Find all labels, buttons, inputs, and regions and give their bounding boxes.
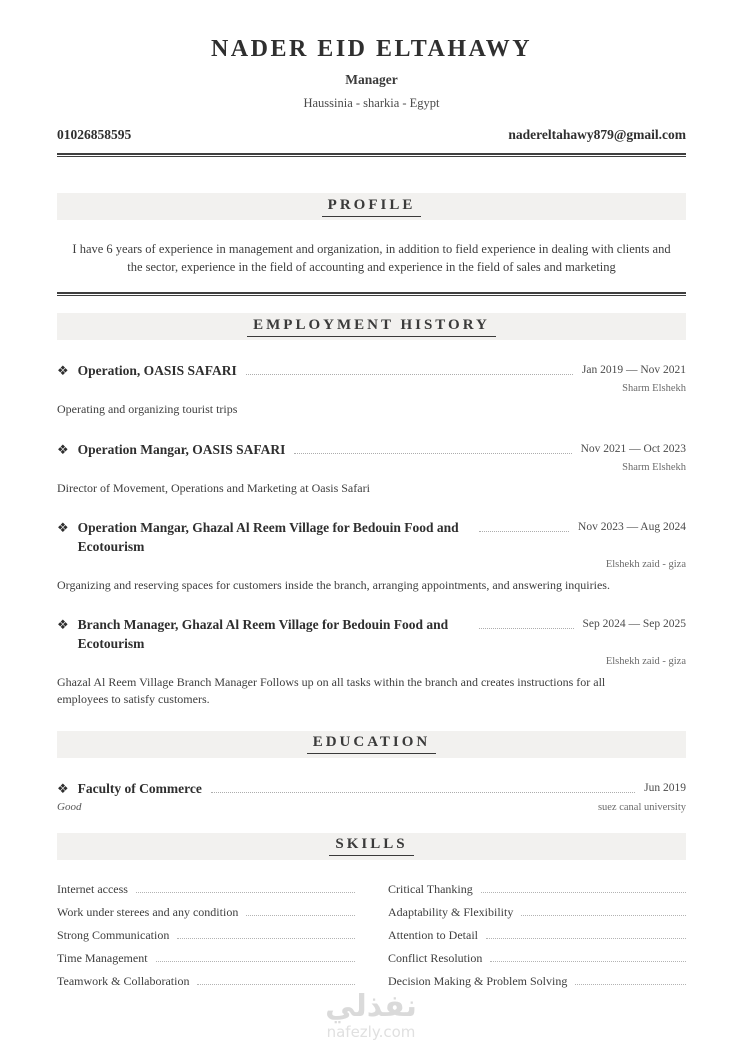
education-section <box>57 731 686 813</box>
education-subrow <box>57 801 686 813</box>
job-title-row <box>57 616 686 652</box>
dotted-leader <box>177 928 355 939</box>
profile-section <box>57 193 686 296</box>
phone-number: 01026858595 <box>57 127 132 142</box>
dotted-leader <box>246 362 573 375</box>
skill-label: Teamwork & Collaboration <box>57 973 190 988</box>
job-description: Ghazal Al Reem Village Branch Manager Follows up on all tasks within the branch and creates instructions for all employees to satisfy customers. <box>57 674 606 707</box>
diamond-bullet-icon: ❖ <box>57 520 69 536</box>
job-entry <box>57 441 686 498</box>
skill-label: Critical Thanking <box>388 881 473 896</box>
diamond-bullet-icon: ❖ <box>57 441 69 457</box>
profile-text: I have 6 years of experience in management and organization, in addition to field experience in dealing with clients and the sector, experience in the field of accounting and experience in the field of sales and marketing <box>72 242 671 275</box>
dotted-leader <box>479 519 569 532</box>
skill-item <box>57 882 355 905</box>
nafezly-domain: nafezly.com <box>326 1023 416 1041</box>
education-grade: Good <box>57 800 82 813</box>
dotted-leader <box>481 882 686 893</box>
header-divider <box>57 153 686 157</box>
address: Haussinia - sharkia - Egypt <box>303 96 440 110</box>
contact-row <box>57 127 686 143</box>
dotted-leader <box>479 616 574 629</box>
education-entry <box>57 780 686 813</box>
employment-section <box>57 313 686 708</box>
job-date-range: Nov 2023 — Aug 2024 <box>578 521 686 534</box>
skill-label: Work under sterees and any condition <box>57 904 239 919</box>
skills-section <box>57 833 686 997</box>
skill-item <box>388 951 686 974</box>
diamond-bullet-icon: ❖ <box>57 617 69 633</box>
skill-label: Internet access <box>57 881 128 896</box>
skill-item <box>388 928 686 951</box>
dotted-leader <box>575 974 686 985</box>
employment-heading-band <box>57 313 686 340</box>
job-date-range: Sep 2024 — Sep 2025 <box>582 618 686 631</box>
job-description: Operating and organizing tourist trips <box>57 402 238 417</box>
diamond-bullet-icon: ❖ <box>57 780 69 796</box>
profile-heading: PROFILE <box>322 197 422 217</box>
education-heading: EDUCATION <box>307 734 437 754</box>
skill-item <box>388 882 686 905</box>
employment-heading: EMPLOYMENT HISTORY <box>247 317 496 337</box>
education-title-row <box>57 780 686 798</box>
dotted-leader <box>136 882 355 893</box>
job-date-range: Jan 2019 — Nov 2021 <box>581 364 686 377</box>
job-title-row <box>57 362 686 380</box>
skill-label: Decision Making & Problem Solving <box>388 973 568 988</box>
skill-label: Time Management <box>57 950 148 965</box>
skill-label: Adaptability & Flexibility <box>388 904 514 919</box>
dotted-leader <box>211 780 635 793</box>
dotted-leader <box>486 928 686 939</box>
skills-heading: SKILLS <box>329 836 413 856</box>
dotted-leader <box>156 951 355 962</box>
skills-heading-band <box>57 833 686 860</box>
job-entry-title: Operation, OASIS SAFARI <box>77 363 237 379</box>
education-entry-title: Faculty of Commerce <box>77 780 202 796</box>
dotted-leader <box>490 951 686 962</box>
profile-heading-band <box>57 193 686 220</box>
dotted-leader <box>521 905 686 916</box>
job-entry <box>57 519 686 594</box>
education-date: Jun 2019 <box>644 781 686 794</box>
job-title-row <box>57 441 686 459</box>
job-date-range: Nov 2021 — Oct 2023 <box>580 442 686 455</box>
skill-item <box>57 905 355 928</box>
skill-item <box>388 905 686 928</box>
profile-divider <box>57 292 686 296</box>
diamond-bullet-icon: ❖ <box>57 363 69 379</box>
skills-grid <box>57 882 686 997</box>
job-entry-title: Operation Mangar, OASIS SAFARI <box>77 441 286 457</box>
job-entry-title: Branch Manager, Ghazal Al Reem Village for Bedouin Food and Ecotourism <box>77 617 449 651</box>
watermark <box>0 989 742 1041</box>
job-title-row <box>57 519 686 555</box>
job-description: Organizing and reserving spaces for customers inside the branch, arranging appointments, and answering inquiries. <box>57 577 610 592</box>
job-location: Sharm Elshekh <box>622 383 686 395</box>
education-heading-band <box>57 731 686 758</box>
skill-item <box>57 928 355 951</box>
resume-header <box>57 36 686 157</box>
dotted-leader <box>197 974 355 985</box>
job-title: Manager <box>345 72 398 87</box>
job-location: Elshekh zaid - giza <box>605 558 686 570</box>
job-location: Elshekh zaid - giza <box>605 655 686 667</box>
job-entry <box>57 362 686 419</box>
job-entry-title: Operation Mangar, Ghazal Al Reem Village for Bedouin Food and Ecotourism <box>77 520 459 554</box>
education-institution: suez canal university <box>597 801 686 813</box>
skill-label: Strong Communication <box>57 927 170 942</box>
skill-label: Conflict Resolution <box>388 950 483 965</box>
dotted-leader <box>246 905 355 916</box>
skill-item <box>57 951 355 974</box>
job-entry <box>57 616 686 708</box>
email-address: nadereltahawy879@gmail.com <box>508 127 686 142</box>
job-description: Director of Movement, Operations and Marketing at Oasis Safari <box>57 481 370 496</box>
dotted-leader <box>294 441 571 454</box>
job-location: Sharm Elshekh <box>622 462 686 474</box>
nafezly-arabic-logo: نفذلي <box>325 989 417 1024</box>
person-name: NADER EID ELTAHAWY <box>210 36 533 62</box>
skill-label: Attention to Detail <box>388 927 478 942</box>
